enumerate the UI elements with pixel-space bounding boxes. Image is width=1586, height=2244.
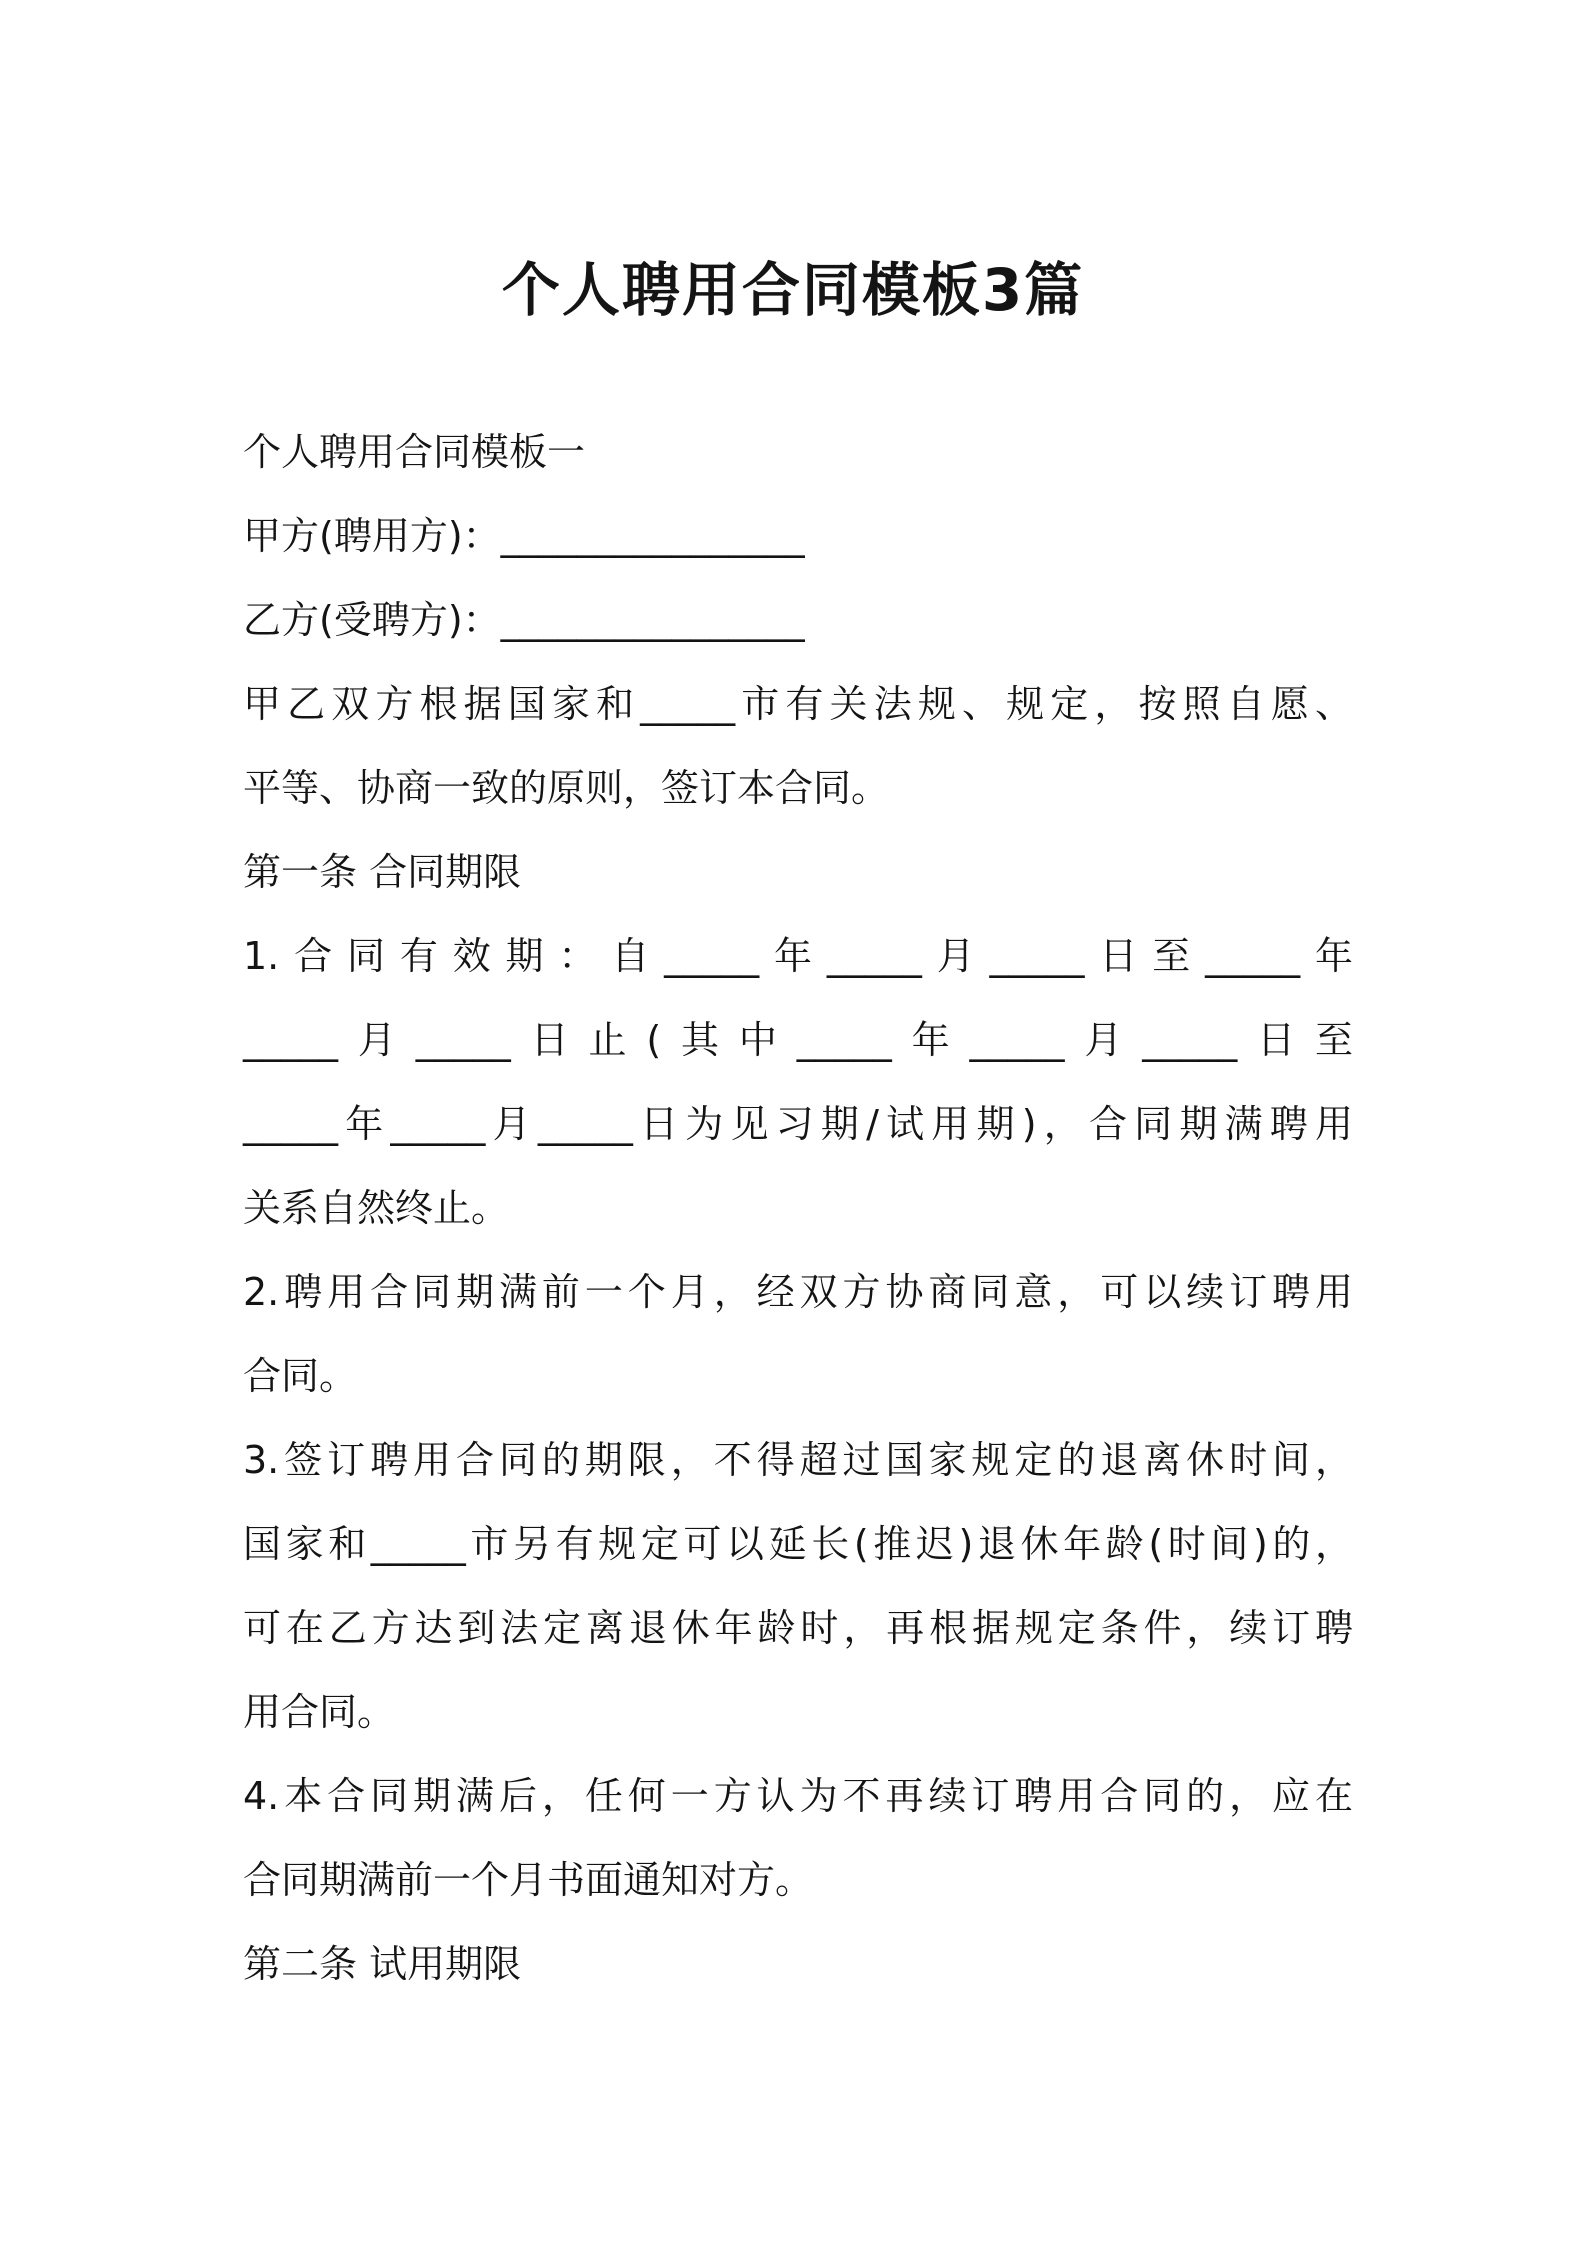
article-heading: 第一条 合同期限 (243, 850, 522, 894)
paragraph-line: _____年_____月_____日为见习期/试用期)，合同期满聘用 (243, 1102, 1353, 1146)
party-a-line: 甲方(聘用方)：________________ (243, 514, 805, 558)
article-heading: 第二条 试用期限 (243, 1942, 522, 1986)
paragraph-line: 甲乙双方根据国家和_____市有关法规、规定，按照自愿、 (243, 682, 1353, 726)
paragraph-line: 国家和_____市另有规定可以延长(推迟)退休年龄(时间)的， (243, 1522, 1353, 1566)
paragraph-line: _____月_____日止(其中_____年_____月_____日至 (243, 1018, 1353, 1062)
paragraph-line: 合同期满前一个月书面通知对方。 (243, 1858, 814, 1902)
paragraph-line: 1.合同有效期：自_____年_____月_____日至_____年 (243, 934, 1353, 978)
party-b-line: 乙方(受聘方)：________________ (243, 598, 805, 642)
paragraph-line: 3.签订聘用合同的期限，不得超过国家规定的退离休时间， (243, 1438, 1353, 1482)
paragraph-line: 2.聘用合同期满前一个月，经双方协商同意，可以续订聘用 (243, 1270, 1353, 1314)
paragraph-line: 关系自然终止。 (243, 1186, 510, 1230)
paragraph-line: 4.本合同期满后，任何一方认为不再续订聘用合同的，应在 (243, 1774, 1353, 1818)
document-body (243, 410, 1353, 2006)
paragraph-line: 用合同。 (243, 1690, 396, 1734)
section-heading: 个人聘用合同模板一 (243, 430, 586, 474)
paragraph-line: 可在乙方达到法定离退休年龄时，再根据规定条件，续订聘 (243, 1606, 1353, 1650)
paragraph-line: 合同。 (243, 1354, 358, 1398)
document-title: 个人聘用合同模板3篇 (501, 256, 1085, 324)
paragraph-line: 平等、协商一致的原则，签订本合同。 (243, 766, 890, 810)
